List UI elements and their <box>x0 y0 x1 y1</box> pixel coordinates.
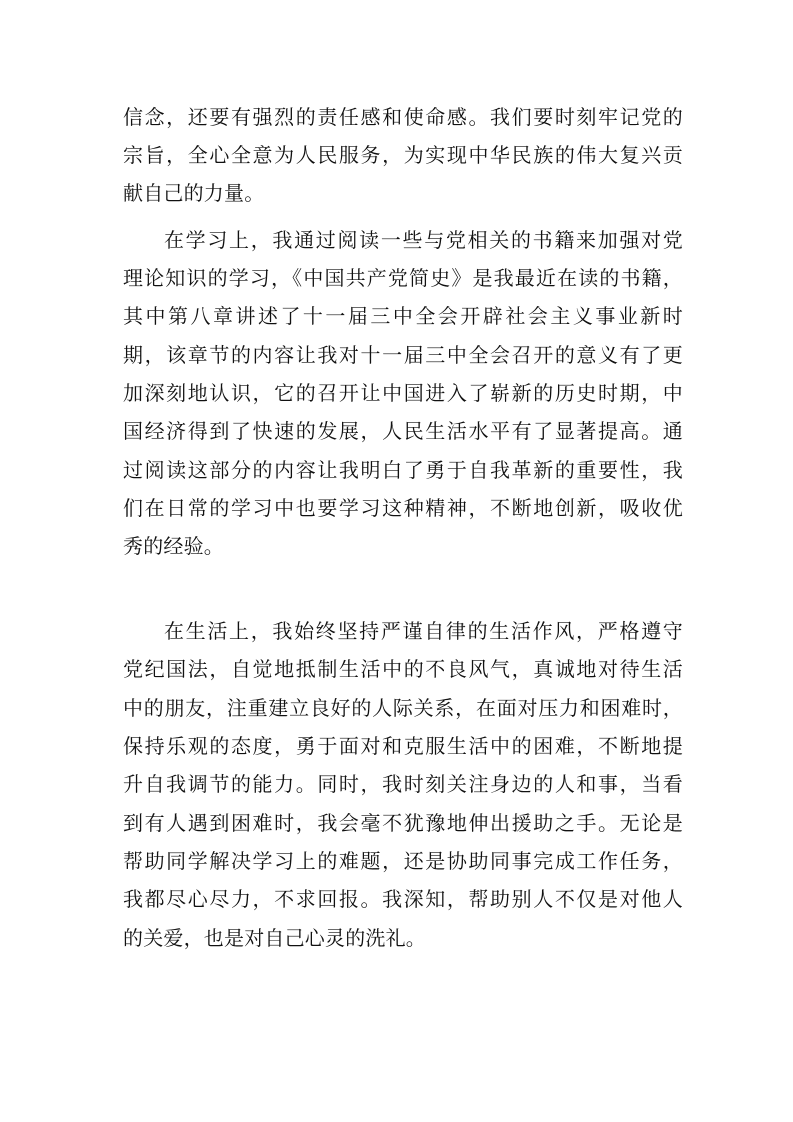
text-line: 过阅读这部分的内容让我明白了勇于自我革新的重要性，我 <box>123 458 683 482</box>
text-line: 党纪国法，自觉地抵制生活中的不良风气，真诚地对待生活 <box>123 657 683 681</box>
text-line: 到有人遇到困难时，我会毫不犹豫地伸出援助之手。无论是 <box>123 811 683 835</box>
text-line: 保持乐观的态度，勇于面对和克服生活中的困难，不断地提 <box>123 734 683 758</box>
text-line: 国经济得到了快速的发展，人民生活水平有了显著提高。通 <box>123 419 683 443</box>
text-line: 帮助同学解决学习上的难题，还是协助同事完成工作任务， <box>123 849 683 873</box>
text-line: 献自己的力量。 <box>123 181 265 205</box>
text-line: 我都尽心尽力，不求回报。我深知，帮助别人不仅是对他人 <box>123 887 683 911</box>
text-line: 的关爱，也是对自己心灵的洗礼。 <box>123 926 426 950</box>
text-line: 在学习上，我通过阅读一些与党相关的书籍来加强对党 <box>164 228 683 252</box>
text-line: 在生活上，我始终坚持严谨自律的生活作风，严格遵守 <box>164 619 683 643</box>
text-line: 其中第八章讲述了十一届三中全会开辟社会主义事业新时 <box>123 304 683 328</box>
text-line: 升自我调节的能力。同时，我时刻关注身边的人和事，当看 <box>123 772 683 796</box>
text-line: 理论知识的学习，《中国共产党简史》是我最近在读的书籍， <box>123 266 683 290</box>
text-line: 们在日常的学习中也要学习这种精神，不断地创新，吸收优 <box>123 496 683 520</box>
text-line: 期，该章节的内容让我对十一届三中全会召开的意义有了更 <box>123 343 683 367</box>
text-line: 宗旨，全心全意为人民服务，为实现中华民族的伟大复兴贡 <box>123 143 683 167</box>
text-line: 秀的经验。 <box>123 534 224 558</box>
text-line: 加深刻地认识，它的召开让中国进入了崭新的历史时期，中 <box>123 381 683 405</box>
text-line: 中的朋友，注重建立良好的人际关系，在面对压力和困难时， <box>123 696 683 720</box>
text-line: 信念，还要有强烈的责任感和使命感。我们要时刻牢记党的 <box>123 105 683 129</box>
